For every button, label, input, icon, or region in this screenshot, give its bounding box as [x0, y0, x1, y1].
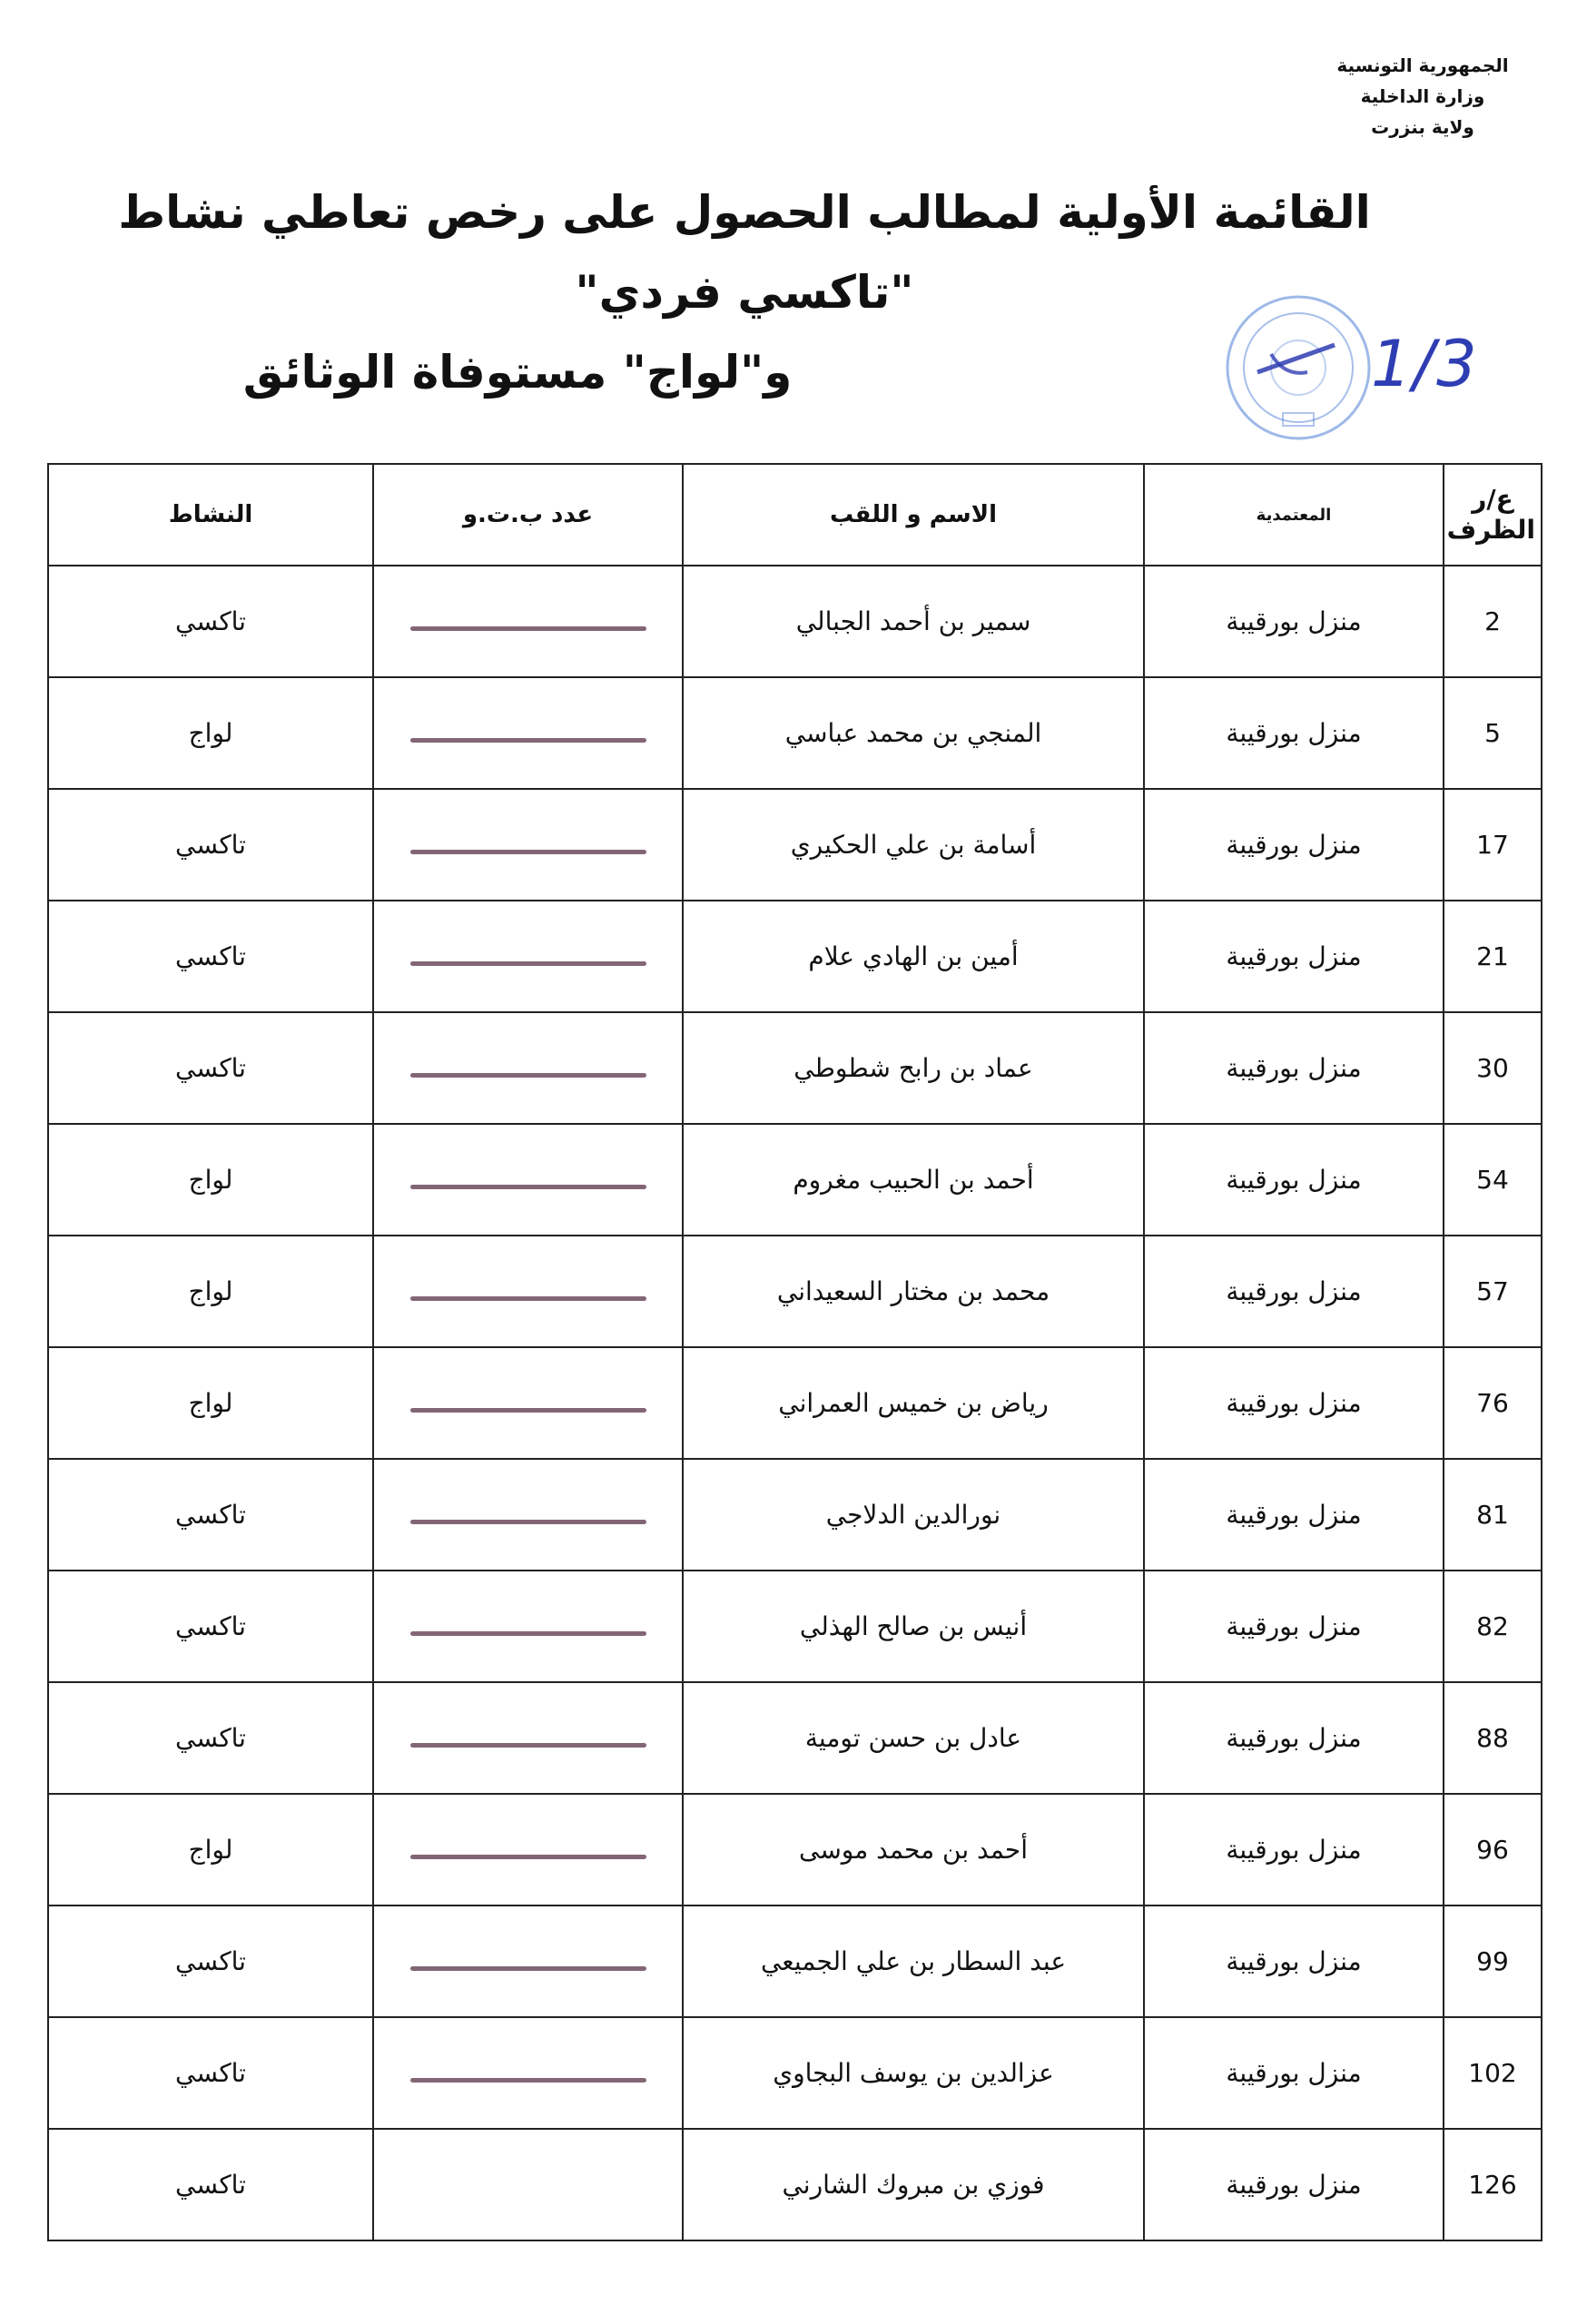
cell-delegation: منزل بورقيبة	[1144, 1347, 1444, 1459]
cell-envelope-number: 5	[1444, 677, 1542, 789]
cell-delegation: منزل بورقيبة	[1144, 1012, 1444, 1124]
table-body	[48, 566, 1542, 2240]
header-delegation: المعتمدية	[1144, 464, 1444, 566]
cell-activity: تاكسي	[48, 1459, 373, 1571]
cell-id-number-redacted	[373, 1794, 683, 1905]
cell-delegation: منزل بورقيبة	[1144, 2129, 1444, 2240]
table-row	[48, 901, 1542, 1012]
cell-activity: تاكسي	[48, 1012, 373, 1124]
cell-id-number-redacted	[373, 901, 683, 1012]
header-envelope-number: ع/ر الظرف	[1444, 464, 1542, 566]
table-row	[48, 566, 1542, 677]
applicants-table	[47, 463, 1543, 2241]
cell-envelope-number: 30	[1444, 1012, 1542, 1124]
cell-delegation: منزل بورقيبة	[1144, 1124, 1444, 1236]
redaction-mark	[410, 1520, 646, 1524]
cell-id-number-redacted	[373, 566, 683, 677]
page-number-handwritten: 1/3	[1371, 327, 1479, 401]
redaction-mark	[410, 961, 646, 966]
header-republic: الجمهورية التونسية	[1336, 54, 1509, 76]
table-row	[48, 1905, 1542, 2017]
cell-id-number-redacted	[373, 1682, 683, 1794]
table-row	[48, 1347, 1542, 1459]
cell-id-number-redacted	[373, 1236, 683, 1347]
header-id-number: عدد ب.ت.و	[373, 464, 683, 566]
header-full-name: الاسم و اللقب	[683, 464, 1144, 566]
table-row	[48, 789, 1542, 901]
official-round-stamp-icon	[1221, 281, 1375, 454]
redaction-mark	[410, 738, 646, 743]
cell-activity: تاكسي	[48, 1682, 373, 1794]
table-row	[48, 1236, 1542, 1347]
cell-delegation: منزل بورقيبة	[1144, 1682, 1444, 1794]
redaction-mark	[410, 2078, 646, 2083]
cell-delegation: منزل بورقيبة	[1144, 1459, 1444, 1571]
redaction-mark	[410, 1631, 646, 1636]
header-governorate: ولاية بنزرت	[1371, 116, 1474, 138]
cell-delegation: منزل بورقيبة	[1144, 1905, 1444, 2017]
cell-activity: تاكسي	[48, 2017, 373, 2129]
redaction-mark	[410, 1408, 646, 1413]
cell-activity: لواج	[48, 1124, 373, 1236]
header-activity: النشاط	[48, 464, 373, 566]
cell-activity: لواج	[48, 1347, 373, 1459]
title-line-1: القائمة الأولية لمطالب الحصول على رخص تعاطي نشاط "تاكسي فردي"	[118, 186, 1371, 319]
table-row	[48, 1459, 1542, 1571]
redaction-mark	[410, 1296, 646, 1301]
cell-delegation: منزل بورقيبة	[1144, 901, 1444, 1012]
cell-id-number-redacted	[373, 1347, 683, 1459]
cell-delegation: منزل بورقيبة	[1144, 677, 1444, 789]
redaction-mark	[410, 1855, 646, 1859]
cell-envelope-number: 126	[1444, 2129, 1542, 2240]
cell-activity: لواج	[48, 1236, 373, 1347]
cell-id-number-redacted	[373, 2017, 683, 2129]
cell-full-name: عزالدين بن يوسف البجاوي	[683, 2017, 1144, 2129]
cell-id-number-redacted	[373, 2129, 683, 2240]
cell-full-name: أسامة بن علي الحكيري	[683, 789, 1144, 901]
cell-envelope-number: 102	[1444, 2017, 1542, 2129]
issuer-header	[1305, 50, 1541, 143]
cell-activity: تاكسي	[48, 1905, 373, 2017]
cell-full-name: عبد السطار بن علي الجميعي	[683, 1905, 1144, 2017]
cell-envelope-number: 88	[1444, 1682, 1542, 1794]
cell-activity: لواج	[48, 1794, 373, 1905]
cell-full-name: فوزي بن مبروك الشارني	[683, 2129, 1144, 2240]
redaction-mark	[410, 1073, 646, 1078]
table-row	[48, 1571, 1542, 1682]
title-line-2: و"لواج" مستوفاة الوثائق	[242, 346, 793, 399]
header-ministry: وزارة الداخلية	[1360, 85, 1485, 107]
cell-full-name: المنجي بن محمد عباسي	[683, 677, 1144, 789]
cell-id-number-redacted	[373, 1905, 683, 2017]
cell-activity: تاكسي	[48, 2129, 373, 2240]
cell-envelope-number: 21	[1444, 901, 1542, 1012]
cell-envelope-number: 54	[1444, 1124, 1542, 1236]
cell-full-name: سمير بن أحمد الجبالي	[683, 566, 1144, 677]
cell-envelope-number: 57	[1444, 1236, 1542, 1347]
cell-activity: تاكسي	[48, 1571, 373, 1682]
cell-full-name: رياض بن خميس العمراني	[683, 1347, 1144, 1459]
cell-activity: تاكسي	[48, 901, 373, 1012]
cell-full-name: أحمد بن الحبيب مغروم	[683, 1124, 1144, 1236]
cell-full-name: نورالدين الدلاجي	[683, 1459, 1144, 1571]
cell-id-number-redacted	[373, 1012, 683, 1124]
cell-full-name: عادل بن حسن تومية	[683, 1682, 1144, 1794]
cell-envelope-number: 96	[1444, 1794, 1542, 1905]
table-row	[48, 1012, 1542, 1124]
cell-delegation: منزل بورقيبة	[1144, 1571, 1444, 1682]
cell-envelope-number: 17	[1444, 789, 1542, 901]
cell-envelope-number: 82	[1444, 1571, 1542, 1682]
cell-full-name: أمين بن الهادي علام	[683, 901, 1144, 1012]
cell-id-number-redacted	[373, 677, 683, 789]
redaction-mark	[410, 850, 646, 854]
cell-envelope-number: 99	[1444, 1905, 1542, 2017]
cell-full-name: محمد بن مختار السعيداني	[683, 1236, 1144, 1347]
table-row	[48, 1124, 1542, 1236]
redaction-mark	[410, 626, 646, 631]
cell-activity: تاكسي	[48, 566, 373, 677]
cell-activity: تاكسي	[48, 789, 373, 901]
table-row	[48, 2017, 1542, 2129]
redaction-mark	[410, 1966, 646, 1971]
table-row	[48, 1794, 1542, 1905]
cell-envelope-number: 81	[1444, 1459, 1542, 1571]
table-row	[48, 677, 1542, 789]
cell-delegation: منزل بورقيبة	[1144, 1236, 1444, 1347]
cell-delegation: منزل بورقيبة	[1144, 789, 1444, 901]
cell-id-number-redacted	[373, 1124, 683, 1236]
cell-full-name: عماد بن رابح شطوطي	[683, 1012, 1144, 1124]
cell-envelope-number: 2	[1444, 566, 1542, 677]
cell-activity: لواج	[48, 677, 373, 789]
cell-id-number-redacted	[373, 1459, 683, 1571]
cell-full-name: أحمد بن محمد موسى	[683, 1794, 1144, 1905]
table-row	[48, 1682, 1542, 1794]
cell-full-name: أنيس بن صالح الهذلي	[683, 1571, 1144, 1682]
redaction-mark	[410, 1185, 646, 1189]
cell-delegation: منزل بورقيبة	[1144, 1794, 1444, 1905]
cell-id-number-redacted	[373, 1571, 683, 1682]
cell-delegation: منزل بورقيبة	[1144, 2017, 1444, 2129]
table-row	[48, 2129, 1542, 2240]
cell-envelope-number: 76	[1444, 1347, 1542, 1459]
table-header-row	[48, 464, 1542, 566]
cell-id-number-redacted	[373, 789, 683, 901]
redaction-mark	[410, 1743, 646, 1748]
cell-delegation: منزل بورقيبة	[1144, 566, 1444, 677]
